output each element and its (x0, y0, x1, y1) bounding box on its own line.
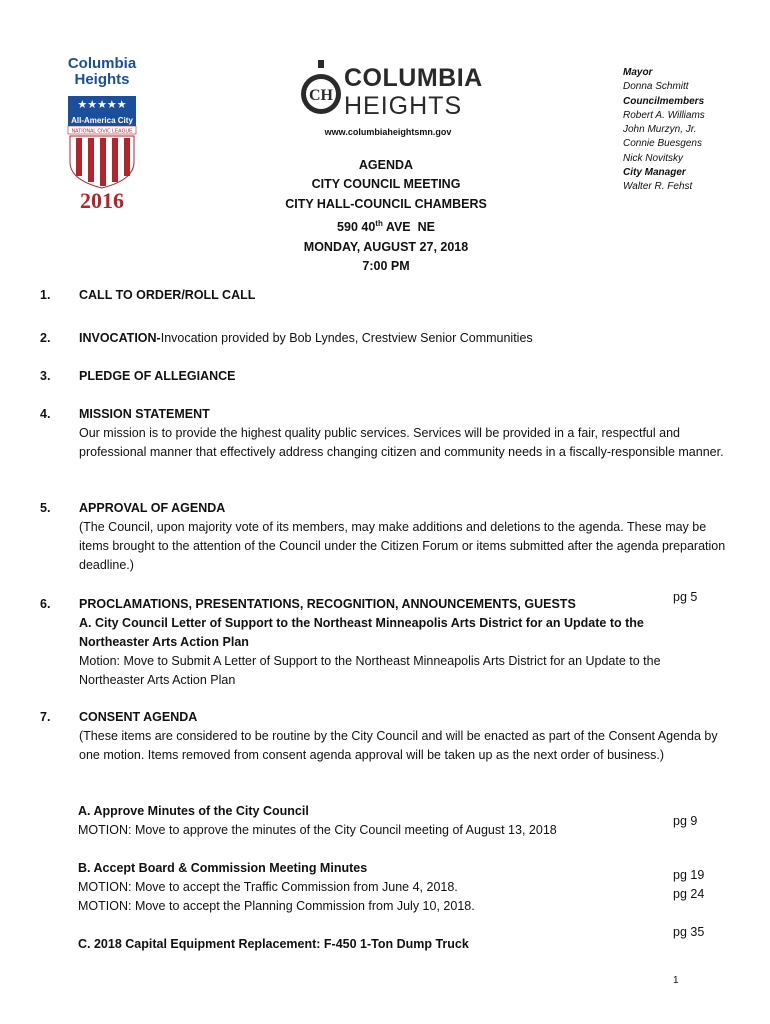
item-title: MISSION STATEMENT (79, 407, 210, 421)
item-number: 5. (40, 501, 51, 515)
item-title: PLEDGE OF ALLEGIANCE (79, 369, 236, 383)
item-number: 7. (40, 710, 51, 724)
item-subtitle: A. City Council Letter of Support to the Northeast Minneapolis Arts District for an Update to the Northeaster Arts Action Plan (79, 616, 644, 649)
item-text: Motion: Move to Submit A Letter of Support to the Northeast Minneapolis Arts District for an Update to the Northeaster Arts Action Plan (79, 654, 661, 687)
item-text: (These items are considered to be routine by the City Council and will be enacted as part of the Consent Agenda by one motion. Items removed from consent agenda approval will be taken up as the next order of business.) (79, 729, 718, 762)
item-title: PROCLAMATIONS, PRESENTATIONS, RECOGNITION, ANNOUNCEMENTS, GUESTS (79, 597, 576, 611)
badge-city-line1: Columbia (67, 55, 137, 72)
item-text: Our mission is to provide the highest quality public services. Services will be provided in a fair, respectful and professional manner that effectively address changing citizen and community needs in a fiscally-responsible manner. (79, 426, 724, 459)
consent-b-motion: MOTION: Move to accept the Planning Commission from July 10, 2018. (78, 899, 475, 913)
page-number: 1 (673, 975, 679, 986)
item-number: 2. (40, 331, 51, 345)
councilmember-name: John Murzyn, Jr. (623, 124, 697, 136)
consent-b-motion: MOTION: Move to accept the Traffic Commission from June 4, 2018. (78, 880, 458, 894)
header-location: CITY HALL-COUNCIL CHAMBERS (285, 196, 487, 211)
logo-word-heights: HEIGHTS (344, 92, 463, 120)
logo-word-columbia: COLUMBIA (344, 64, 483, 92)
agenda-header (260, 156, 512, 277)
item-number: 6. (40, 597, 51, 611)
page-reference: pg 24 (673, 887, 705, 901)
councilmember-name: Robert A. Williams (623, 109, 705, 121)
manager-label: City Manager (623, 167, 686, 179)
item-title: APPROVAL OF AGENDA (79, 501, 226, 515)
council-label: Councilmembers (623, 95, 705, 107)
officials-list (623, 66, 705, 195)
address-street: AVE NE (382, 220, 435, 235)
badge-year: 2016 (80, 188, 124, 213)
consent-item-b (78, 859, 678, 916)
item-text: (The Council, upon majority vote of its members, may make additions and deletions to the agenda. These may be items brought to the attention of the Council under the Citizen Forum or items submitted after the agenda preparation deadline.) (79, 520, 726, 572)
logo-monogram: CH (309, 87, 333, 104)
item-title: CONSENT AGENDA (79, 710, 198, 724)
address-suffix: th (375, 219, 383, 229)
page-reference: pg 35 (673, 925, 705, 939)
item-number: 3. (40, 369, 51, 383)
all-america-city-badge (62, 56, 142, 216)
page-reference: pg 9 (673, 814, 698, 828)
header-date: MONDAY, AUGUST 27, 2018 (303, 239, 469, 254)
header-meeting: CITY COUNCIL MEETING (311, 177, 461, 192)
consent-b-title: B. Accept Board & Commission Meeting Minutes (78, 861, 368, 875)
city-logo (298, 58, 483, 124)
councilmember-name: Nick Novitsky (623, 152, 684, 164)
website-link[interactable]: www.columbiaheightsmn.gov (324, 127, 452, 137)
councilmember-name: Connie Buesgens (623, 138, 702, 150)
consent-item-a (78, 802, 678, 840)
consent-a-title: A. Approve Minutes of the City Council (78, 804, 309, 818)
svg-text:★★★★★: ★★★★★ (77, 98, 127, 111)
mayor-label: Mayor (623, 67, 653, 78)
mayor-name: Donna Schmitt (623, 81, 689, 93)
badge-league: NATIONAL CIVIC LEAGUE (71, 128, 133, 135)
city-seal-icon (298, 58, 344, 124)
consent-a-motion: MOTION: Move to approve the minutes of the City Council meeting of August 13, 2018 (78, 823, 557, 837)
item-title: CALL TO ORDER/ROLL CALL (79, 288, 256, 302)
badge-city-line2: Heights (74, 71, 130, 88)
header-agenda: AGENDA (358, 158, 414, 172)
header-address (260, 214, 512, 238)
item-number: 4. (40, 407, 51, 421)
item-title: INVOCATION- (79, 331, 161, 345)
consent-c-title: C. 2018 Capital Equipment Replacement: F-450 1-Ton Dump Truck (78, 937, 469, 951)
item-text: Invocation provided by Bob Lyndes, Crestview Senior Communities (160, 331, 533, 345)
badge-banner: All-America City (71, 116, 133, 125)
manager-name: Walter R. Fehst (623, 181, 693, 193)
address-number: 590 40 (337, 220, 376, 235)
page-reference: pg 5 (673, 590, 698, 604)
page-reference: pg 19 (673, 868, 705, 882)
consent-item-c (78, 935, 678, 954)
item-number: 1. (40, 288, 51, 302)
header-time: 7:00 PM (362, 259, 410, 274)
